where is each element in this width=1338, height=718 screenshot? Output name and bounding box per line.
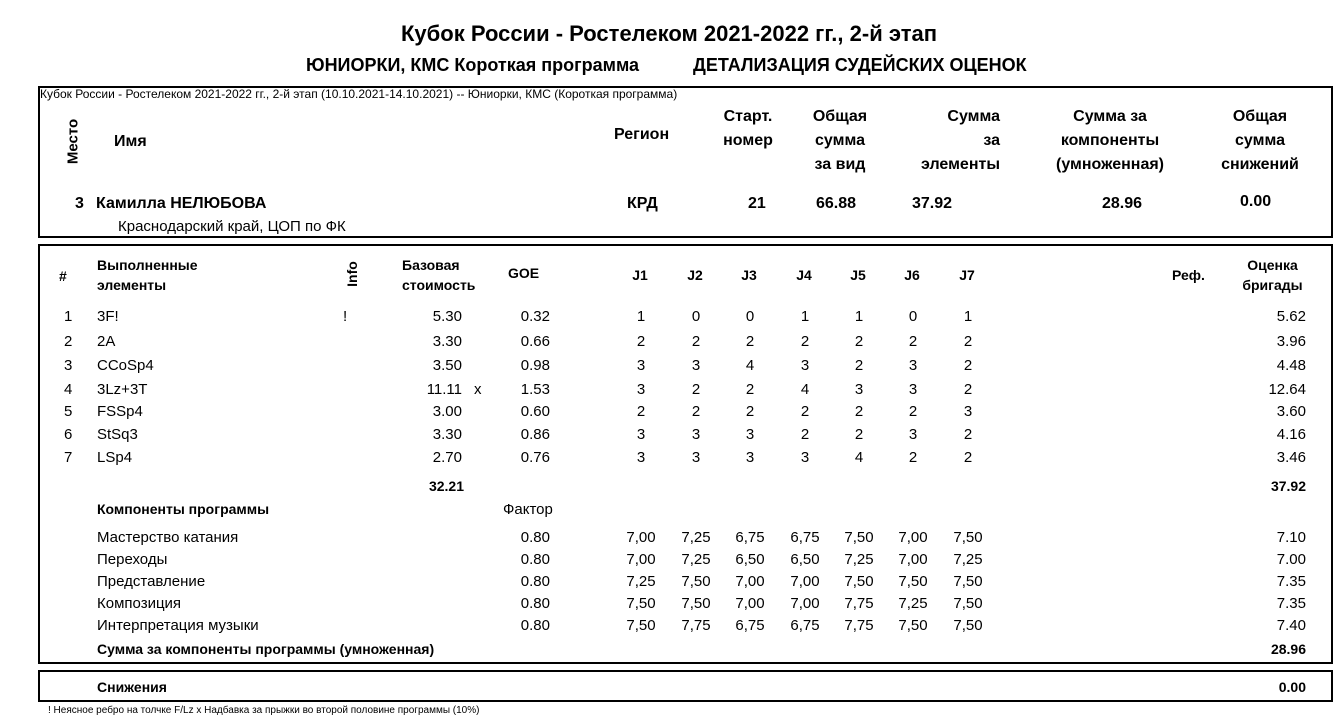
col-base-value: Базовая стоимость (402, 257, 476, 293)
element-judge-score: 2 (854, 403, 864, 420)
component-judge-score: 7,50 (681, 573, 711, 590)
component-judge-score: 7,00 (898, 529, 928, 546)
element-judge-score: 2 (636, 333, 646, 350)
component-judge-score: 7,50 (953, 617, 983, 634)
element-goe: 0.60 (520, 403, 550, 420)
header-name: Имя (114, 133, 147, 150)
component-factor: 0.80 (520, 551, 550, 568)
element-row (0, 308, 1338, 330)
element-judge-score: 3 (800, 357, 810, 374)
component-row (0, 529, 1338, 551)
element-judge-score: 4 (745, 357, 755, 374)
component-factor: 0.80 (520, 595, 550, 612)
element-judge-score: 2 (745, 381, 755, 398)
col-num: # (59, 268, 67, 284)
base-value-total: 32.21 (428, 478, 464, 494)
component-judge-score: 7,75 (844, 595, 874, 612)
col-j3: J3 (741, 267, 757, 283)
component-panel-score: 7.40 (1276, 617, 1306, 634)
element-judge-score: 3 (636, 381, 646, 398)
element-name: LSp4 (97, 449, 133, 466)
element-name: 3F! (97, 308, 119, 325)
component-judge-score: 7,50 (681, 595, 711, 612)
element-number: 7 (64, 449, 73, 466)
element-judge-score: 2 (854, 357, 864, 374)
header-region: Регион (614, 126, 670, 143)
element-judge-score: 3 (908, 381, 918, 398)
element-judge-score: 3 (963, 403, 973, 420)
component-judge-score: 7,50 (844, 529, 874, 546)
component-name: Переходы (97, 551, 168, 568)
element-judge-score: 4 (800, 381, 810, 398)
col-j5: J5 (850, 267, 866, 283)
element-name: FSSp4 (97, 403, 143, 420)
skater-start-number: 21 (748, 195, 766, 212)
element-judge-score: 2 (745, 403, 755, 420)
element-number: 5 (64, 403, 73, 420)
element-goe: 1.53 (520, 381, 550, 398)
component-judge-score: 7,00 (735, 595, 765, 612)
component-judge-score: 7,00 (790, 573, 820, 590)
element-judge-score: 3 (691, 357, 701, 374)
element-name: CCoSp4 (97, 357, 154, 374)
element-judge-score: 2 (854, 333, 864, 350)
elements-score-total: 37.92 (1270, 478, 1306, 494)
element-row (0, 403, 1338, 425)
component-judge-score: 6,75 (790, 529, 820, 546)
component-judge-score: 7,25 (844, 551, 874, 568)
col-j6: J6 (904, 267, 920, 283)
col-j7: J7 (959, 267, 975, 283)
element-judge-score: 2 (908, 403, 918, 420)
component-judge-score: 7,50 (844, 573, 874, 590)
footnote: ! Неясное ребро на толчке F/Lz x Надбавка за прыжки во второй половине программы (10%) (48, 705, 480, 716)
component-name: Мастерство катания (97, 529, 239, 546)
component-judge-score: 6,75 (735, 529, 765, 546)
element-judge-score: 1 (854, 308, 864, 325)
element-judge-score: 2 (963, 357, 973, 374)
skater-elements-score: 37.92 (912, 195, 953, 212)
element-panel-score: 3.46 (1276, 449, 1306, 466)
element-number: 4 (64, 381, 73, 398)
component-judge-score: 7,75 (844, 617, 874, 634)
element-row (0, 333, 1338, 355)
component-judge-score: 6,50 (790, 551, 820, 568)
deductions-value: 0.00 (1278, 679, 1306, 695)
event-line: Кубок России - Ростелеком 2021-2022 гг., 2-й этап (10.10.2021-14.10.2021) -- Юниорки, КМС (Короткая программа) (40, 87, 678, 101)
element-panel-score: 5.62 (1276, 308, 1306, 325)
element-goe: 0.98 (520, 357, 550, 374)
element-judge-score: 2 (800, 426, 810, 443)
element-judge-score: 2 (800, 403, 810, 420)
skater-place: 3 (75, 195, 84, 212)
element-judge-score: 3 (745, 426, 755, 443)
element-base-value: 3.30 (432, 426, 462, 443)
element-judge-score: 2 (636, 403, 646, 420)
element-row (0, 357, 1338, 379)
element-number: 3 (64, 357, 73, 374)
component-row (0, 573, 1338, 595)
component-judge-score: 6,50 (735, 551, 765, 568)
component-panel-score: 7.35 (1276, 573, 1306, 590)
component-judge-score: 7,25 (953, 551, 983, 568)
element-goe: 0.66 (520, 333, 550, 350)
skater-total-score: 66.88 (816, 195, 857, 212)
element-judge-score: 2 (691, 381, 701, 398)
col-goe: GOE (508, 265, 540, 281)
components-title: Компоненты программы (97, 501, 270, 517)
element-judge-score: 0 (908, 308, 918, 325)
deductions-label: Снижения (97, 679, 167, 695)
element-judge-score: 2 (963, 426, 973, 443)
skater-club: Краснодарский край, ЦОП по ФК (118, 218, 346, 235)
element-judge-score: 2 (691, 333, 701, 350)
skater-region: КРД (627, 195, 658, 212)
element-number: 1 (64, 308, 73, 325)
element-panel-score: 3.96 (1276, 333, 1306, 350)
page-subtitle-report: ДЕТАЛИЗАЦИЯ СУДЕЙСКИХ ОЦЕНОК (693, 55, 1027, 75)
page-title: Кубок России - Ростелеком 2021-2022 гг., 2-й этап (401, 21, 937, 46)
element-row (0, 449, 1338, 471)
component-judge-score: 7,50 (898, 617, 928, 634)
element-judge-score: 2 (691, 403, 701, 420)
component-name: Интерпретация музыки (97, 617, 259, 634)
element-judge-score: 3 (691, 426, 701, 443)
element-judge-score: 2 (800, 333, 810, 350)
component-judge-score: 7,00 (626, 551, 656, 568)
col-j4: J4 (796, 267, 812, 283)
component-judge-score: 7,50 (626, 595, 656, 612)
element-number: 6 (64, 426, 73, 443)
element-judge-score: 4 (854, 449, 864, 466)
col-panel-score: Оценка бригады (1242, 257, 1303, 293)
element-panel-score: 4.16 (1276, 426, 1306, 443)
element-judge-score: 3 (800, 449, 810, 466)
col-executed-elements: Выполненные элементы (97, 257, 198, 293)
element-judge-score: 3 (636, 449, 646, 466)
component-judge-score: 7,00 (790, 595, 820, 612)
element-base-value: 3.50 (432, 357, 462, 374)
component-judge-score: 7,25 (626, 573, 656, 590)
element-judge-score: 0 (691, 308, 701, 325)
element-goe: 0.32 (520, 308, 550, 325)
component-name: Композиция (97, 595, 182, 612)
element-base-value: 2.70 (432, 449, 462, 466)
element-base-value: 3.00 (432, 403, 462, 420)
component-judge-score: 7,00 (735, 573, 765, 590)
skater-name: Камилла НЕЛЮБОВА (96, 195, 267, 212)
element-judge-score: 1 (800, 308, 810, 325)
component-judge-score: 7,25 (898, 595, 928, 612)
component-judge-score: 7,00 (626, 529, 656, 546)
element-info: ! (343, 308, 348, 325)
col-j2: J2 (687, 267, 703, 283)
component-judge-score: 7,50 (953, 595, 983, 612)
component-judge-score: 7,50 (953, 529, 983, 546)
element-judge-score: 0 (745, 308, 755, 325)
component-judge-score: 7,50 (953, 573, 983, 590)
element-judge-score: 3 (745, 449, 755, 466)
element-judge-score: 1 (636, 308, 646, 325)
element-panel-score: 4.48 (1276, 357, 1306, 374)
deductions-box (38, 670, 1333, 702)
component-judge-score: 6,75 (790, 617, 820, 634)
element-judge-score: 3 (636, 426, 646, 443)
element-panel-score: 3.60 (1276, 403, 1306, 420)
component-row (0, 617, 1338, 639)
element-name: StSq3 (97, 426, 138, 443)
element-bonus-mark: x (474, 381, 482, 398)
component-factor: 0.80 (520, 529, 550, 546)
component-judge-score: 7,50 (626, 617, 656, 634)
col-j1: J1 (632, 267, 648, 283)
element-base-value: 5.30 (432, 308, 462, 325)
element-goe: 0.76 (520, 449, 550, 466)
component-name: Представление (97, 573, 206, 590)
header-deductions: Общая сумма снижений (1221, 108, 1299, 173)
element-row (0, 381, 1338, 403)
element-name: 2A (97, 333, 116, 350)
element-judge-score: 3 (854, 381, 864, 398)
element-judge-score: 3 (636, 357, 646, 374)
component-factor: 0.80 (520, 617, 550, 634)
element-judge-score: 2 (908, 449, 918, 466)
skater-deductions-score: 0.00 (1240, 193, 1272, 210)
component-judge-score: 7,25 (681, 551, 711, 568)
element-judge-score: 2 (908, 333, 918, 350)
element-judge-score: 2 (963, 333, 973, 350)
components-sum-label: Сумма за компоненты программы (умноженная) (97, 641, 435, 657)
element-base-value: 11.11 (426, 381, 462, 398)
components-sum-value: 28.96 (1270, 641, 1306, 657)
header-components-sum: Сумма за компоненты (умноженная) (1056, 108, 1164, 173)
header-total: Общая сумма за вид (812, 108, 868, 173)
element-judge-score: 2 (963, 449, 973, 466)
component-panel-score: 7.10 (1276, 529, 1306, 546)
component-row (0, 551, 1338, 573)
element-judge-score: 3 (908, 357, 918, 374)
component-row (0, 595, 1338, 617)
component-judge-score: 7,75 (681, 617, 711, 634)
element-judge-score: 1 (963, 308, 973, 325)
element-judge-score: 2 (745, 333, 755, 350)
element-panel-score: 12.64 (1268, 381, 1306, 398)
element-judge-score: 2 (963, 381, 973, 398)
element-row (0, 426, 1338, 448)
element-judge-score: 2 (854, 426, 864, 443)
element-judge-score: 3 (691, 449, 701, 466)
element-goe: 0.86 (520, 426, 550, 443)
element-judge-score: 3 (908, 426, 918, 443)
element-number: 2 (64, 333, 73, 350)
factor-label: Фактор (503, 501, 553, 518)
component-panel-score: 7.35 (1276, 595, 1306, 612)
component-judge-score: 6,75 (735, 617, 765, 634)
col-info: Info (344, 261, 360, 287)
col-referee: Реф. (1172, 267, 1205, 283)
component-panel-score: 7.00 (1276, 551, 1306, 568)
component-factor: 0.80 (520, 573, 550, 590)
component-judge-score: 7,25 (681, 529, 711, 546)
header-place: Место (64, 118, 82, 165)
element-base-value: 3.30 (432, 333, 462, 350)
skater-components-score: 28.96 (1102, 195, 1143, 212)
component-judge-score: 7,50 (898, 573, 928, 590)
header-elements-sum: Сумма за элементы (921, 108, 1000, 173)
component-judge-score: 7,00 (898, 551, 928, 568)
page-subtitle-category: ЮНИОРКИ, КМС Короткая программа (306, 55, 640, 75)
element-name: 3Lz+3T (97, 381, 148, 398)
header-start-number: Старт. номер (723, 108, 773, 149)
